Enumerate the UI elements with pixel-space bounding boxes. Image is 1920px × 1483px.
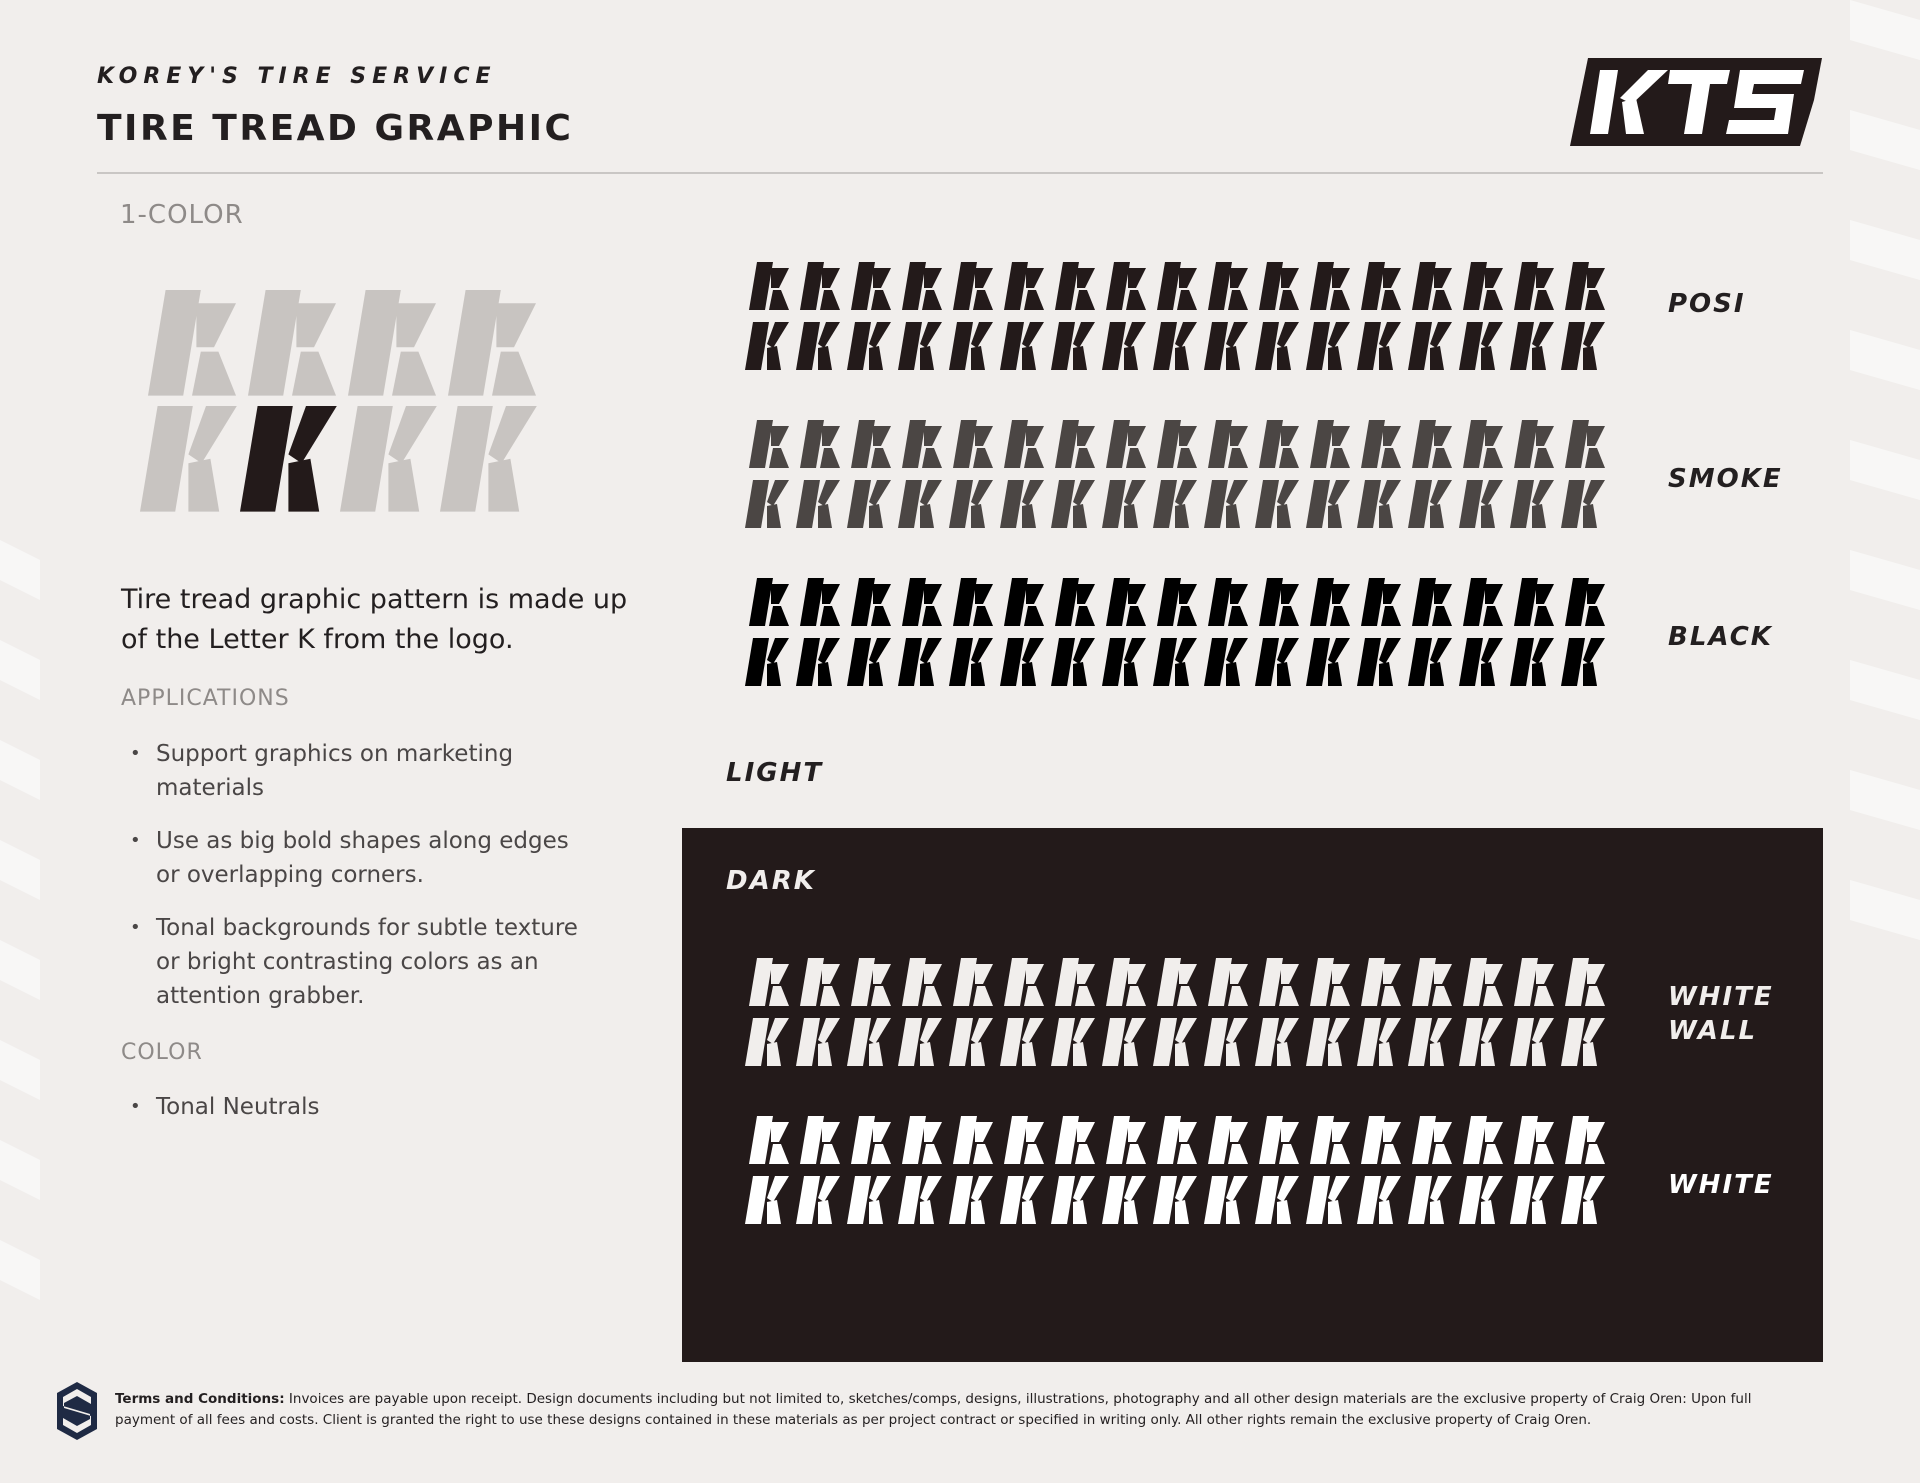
- tread-k-top: [1157, 958, 1197, 1006]
- tread-k-top: [851, 1116, 891, 1164]
- terms-text: Invoices are payable upon receipt. Design documents including but not limited to, sketches/comps, designs, illustrations, photography and all other design materials are the exclusive property of Craig Oren: Upon full payment of all fees and costs. Client is granted the right to use these designs contained in these materials as per project contract or specified in writing only. All other rights remain the exclusive property of Craig Oren.: [115, 1391, 1752, 1428]
- tread-k-bottom: [1051, 1176, 1095, 1224]
- tread-k-top: [1412, 958, 1452, 1006]
- tread-k-bottom: [1510, 480, 1554, 528]
- color-list: [130, 1090, 590, 1143]
- tread-k-bottom: [1255, 322, 1299, 370]
- tread-k-top: [800, 420, 840, 468]
- tread-k-top: [1055, 958, 1095, 1006]
- tread-k-top: [902, 578, 942, 626]
- page-title: TIRE TREAD GRAPHIC: [97, 108, 574, 149]
- tread-k-bottom: [847, 480, 891, 528]
- tread-k-top: [1004, 262, 1044, 310]
- dark-section-label: DARK: [726, 866, 816, 896]
- tread-k-bottom: [1459, 638, 1503, 686]
- tread-k-top: [953, 958, 993, 1006]
- tread-k-top: [1310, 1116, 1350, 1164]
- tread-k-top: [1514, 420, 1554, 468]
- tread-k-top: [902, 420, 942, 468]
- tread-k-bottom: [745, 1176, 789, 1224]
- tread-k-top: [749, 578, 789, 626]
- sample-k-top: [348, 290, 436, 396]
- tread-k-top: [1412, 578, 1452, 626]
- tread-k-bottom: [1561, 638, 1605, 686]
- tread-k-bottom: [1102, 480, 1146, 528]
- tread-k-bottom: [1510, 638, 1554, 686]
- tread-label-black: BLACK: [1668, 622, 1773, 652]
- tread-k-bottom: [1408, 480, 1452, 528]
- tread-k-top: [1106, 420, 1146, 468]
- tread-posi: [745, 260, 1620, 380]
- list-item: • Tonal backgrounds for subtle texture or bright contrasting colors as an attention grabber.: [130, 911, 590, 1013]
- tread-k-top: [749, 262, 789, 310]
- tread-k-bottom: [1000, 638, 1044, 686]
- tread-k-bottom: [1357, 638, 1401, 686]
- tread-k-top: [902, 262, 942, 310]
- tread-k-top: [851, 420, 891, 468]
- tread-k-top: [1259, 1116, 1299, 1164]
- tread-k-bottom: [1459, 322, 1503, 370]
- tread-k-top: [1514, 578, 1554, 626]
- tread-k-top: [1412, 262, 1452, 310]
- tread-k-bottom: [1102, 638, 1146, 686]
- tread-k-top: [1208, 262, 1248, 310]
- tread-k-bottom: [1255, 480, 1299, 528]
- tread-k-bottom: [1051, 480, 1095, 528]
- tread-k-bottom: [1000, 1018, 1044, 1066]
- tread-k-bottom: [949, 480, 993, 528]
- tread-k-top: [1208, 1116, 1248, 1164]
- tread-k-bottom: [1153, 480, 1197, 528]
- tread-k-top: [1412, 1116, 1452, 1164]
- tread-k-bottom: [1561, 1176, 1605, 1224]
- brand-name: KOREY'S TIRE SERVICE: [97, 64, 497, 89]
- tread-k-top: [1514, 262, 1554, 310]
- tread-k-top: [1157, 1116, 1197, 1164]
- tread-k-top: [1310, 262, 1350, 310]
- tread-k-top: [1463, 262, 1503, 310]
- tread-k-bottom: [745, 480, 789, 528]
- one-color-label: 1-COLOR: [120, 200, 244, 230]
- tread-k-bottom: [1357, 1018, 1401, 1066]
- tread-k-top: [953, 262, 993, 310]
- tread-black: [745, 576, 1620, 696]
- tread-k-top: [1361, 1116, 1401, 1164]
- tread-k-bottom: [1510, 322, 1554, 370]
- tread-label-posi: POSI: [1668, 289, 1746, 319]
- tread-k-bottom: [1408, 638, 1452, 686]
- tread-k-bottom: [1051, 638, 1095, 686]
- tread-k-bottom: [1408, 322, 1452, 370]
- tread-k-bottom: [1459, 480, 1503, 528]
- tread-k-bottom: [1255, 1176, 1299, 1224]
- tread-k-bottom: [1102, 1176, 1146, 1224]
- tread-k-bottom: [1051, 1018, 1095, 1066]
- tread-k-bottom: [796, 1018, 840, 1066]
- tread-k-top: [1259, 420, 1299, 468]
- tread-k-top: [1106, 958, 1146, 1006]
- tread-k-top: [1565, 578, 1605, 626]
- sample-k-bottom: [240, 406, 337, 512]
- tread-k-top: [1565, 262, 1605, 310]
- header-divider: [97, 172, 1823, 174]
- tread-k-top: [1004, 1116, 1044, 1164]
- tread-k-bottom: [796, 322, 840, 370]
- list-item: • Support graphics on marketing materials: [130, 737, 590, 805]
- tread-k-top: [1055, 262, 1095, 310]
- tread-k-bottom: [1306, 1176, 1350, 1224]
- tread-k-bottom: [898, 1176, 942, 1224]
- tread-k-top: [800, 958, 840, 1006]
- list-item: • Tonal Neutrals: [130, 1090, 590, 1124]
- tread-k-bottom: [1306, 1018, 1350, 1066]
- tread-k-top: [1208, 420, 1248, 468]
- tread-k-bottom: [1000, 322, 1044, 370]
- background-tread-left: [0, 0, 70, 1483]
- tread-k-top: [1310, 420, 1350, 468]
- tread-k-top: [953, 578, 993, 626]
- sample-k-bottom: [340, 406, 437, 512]
- tread-k-bottom: [1102, 322, 1146, 370]
- tread-k-bottom: [1000, 1176, 1044, 1224]
- tread-k-bottom: [1153, 638, 1197, 686]
- sample-k-top: [248, 290, 336, 396]
- tread-k-top: [1055, 420, 1095, 468]
- tread-k-top: [800, 1116, 840, 1164]
- tread-smoke: [745, 418, 1620, 538]
- tread-k-bottom: [1204, 1018, 1248, 1066]
- tread-k-top: [1259, 578, 1299, 626]
- tread-k-top: [1106, 1116, 1146, 1164]
- tread-k-bottom: [1357, 322, 1401, 370]
- tread-k-top: [851, 578, 891, 626]
- tread-k-bottom: [847, 638, 891, 686]
- tread-k-bottom: [1510, 1018, 1554, 1066]
- tread-k-top: [902, 1116, 942, 1164]
- tread-k-top: [1565, 420, 1605, 468]
- tread-k-bottom: [1204, 638, 1248, 686]
- tread-white-wall: [745, 956, 1620, 1076]
- tread-k-bottom: [949, 638, 993, 686]
- tread-k-top: [1310, 578, 1350, 626]
- tread-k-bottom: [1153, 1018, 1197, 1066]
- tread-k-top: [1463, 958, 1503, 1006]
- tread-k-top: [1208, 958, 1248, 1006]
- dark-panel: [682, 828, 1823, 1362]
- tread-k-bottom: [1459, 1018, 1503, 1066]
- tread-k-bottom: [745, 1018, 789, 1066]
- tread-k-bottom: [745, 638, 789, 686]
- tread-k-top: [851, 958, 891, 1006]
- tread-k-top: [1055, 578, 1095, 626]
- tread-k-top: [1004, 578, 1044, 626]
- tread-k-top: [1361, 578, 1401, 626]
- tread-k-bottom: [898, 1018, 942, 1066]
- tread-label-white-wall: WHITE WALL: [1668, 982, 1774, 1046]
- terms-heading: Terms and Conditions:: [115, 1391, 285, 1407]
- sample-k-bottom: [140, 406, 237, 512]
- tread-k-bottom: [1204, 480, 1248, 528]
- tread-k-bottom: [796, 1176, 840, 1224]
- tread-k-bottom: [1408, 1018, 1452, 1066]
- tread-k-bottom: [949, 1018, 993, 1066]
- sample-k-bottom: [440, 406, 537, 512]
- tread-k-bottom: [1408, 1176, 1452, 1224]
- tread-white: [745, 1114, 1620, 1234]
- tread-k-bottom: [898, 480, 942, 528]
- tread-k-bottom: [898, 322, 942, 370]
- tread-k-top: [749, 1116, 789, 1164]
- tread-k-top: [800, 578, 840, 626]
- applications-list: [130, 737, 590, 1032]
- terms-and-conditions: [115, 1389, 1795, 1431]
- tread-k-top: [1055, 1116, 1095, 1164]
- color-label: COLOR: [121, 1040, 203, 1065]
- tread-label-smoke: SMOKE: [1668, 464, 1783, 494]
- tread-k-bottom: [1153, 322, 1197, 370]
- designer-logo: [57, 1382, 97, 1440]
- tread-k-top: [1463, 420, 1503, 468]
- tread-k-top: [749, 958, 789, 1006]
- light-section-label: LIGHT: [726, 758, 824, 788]
- tread-k-top: [1412, 420, 1452, 468]
- tread-k-bottom: [1153, 1176, 1197, 1224]
- applications-label: APPLICATIONS: [121, 686, 290, 711]
- tread-k-top: [1310, 958, 1350, 1006]
- sample-k-top: [448, 290, 536, 396]
- tread-k-top: [851, 262, 891, 310]
- tread-k-top: [1106, 578, 1146, 626]
- tread-k-bottom: [1459, 1176, 1503, 1224]
- tread-k-top: [953, 420, 993, 468]
- tread-k-bottom: [1051, 322, 1095, 370]
- tread-k-top: [800, 262, 840, 310]
- sample-k-top: [148, 290, 236, 396]
- tread-k-bottom: [949, 1176, 993, 1224]
- tread-k-top: [1004, 420, 1044, 468]
- tread-k-bottom: [745, 322, 789, 370]
- tread-k-bottom: [1255, 1018, 1299, 1066]
- tread-k-top: [1361, 262, 1401, 310]
- tread-k-bottom: [796, 480, 840, 528]
- tread-k-bottom: [1357, 1176, 1401, 1224]
- tread-k-bottom: [1204, 1176, 1248, 1224]
- tread-k-bottom: [1306, 322, 1350, 370]
- tread-k-bottom: [1255, 638, 1299, 686]
- tread-k-top: [1565, 958, 1605, 1006]
- tread-k-top: [1463, 578, 1503, 626]
- tread-k-bottom: [847, 1018, 891, 1066]
- tread-k-bottom: [1102, 1018, 1146, 1066]
- tread-k-bottom: [1000, 480, 1044, 528]
- tread-k-top: [1157, 420, 1197, 468]
- tread-k-bottom: [1510, 1176, 1554, 1224]
- tread-k-top: [1361, 420, 1401, 468]
- tread-k-top: [902, 958, 942, 1006]
- tread-k-top: [1004, 958, 1044, 1006]
- tread-k-bottom: [1306, 480, 1350, 528]
- background-tread-right: [1830, 0, 1920, 1483]
- tread-k-bottom: [949, 322, 993, 370]
- tread-k-top: [1565, 1116, 1605, 1164]
- tread-k-bottom: [1204, 322, 1248, 370]
- tread-k-top: [749, 420, 789, 468]
- tread-k-bottom: [1357, 480, 1401, 528]
- tread-k-top: [1106, 262, 1146, 310]
- tread-k-top: [1361, 958, 1401, 1006]
- tread-k-bottom: [847, 1176, 891, 1224]
- tread-k-bottom: [1306, 638, 1350, 686]
- tread-k-top: [1514, 958, 1554, 1006]
- tread-k-top: [1514, 1116, 1554, 1164]
- tread-label-white: WHITE: [1668, 1170, 1774, 1200]
- tread-description: Tire tread graphic pattern is made up of the Letter K from the logo.: [121, 584, 628, 655]
- tread-k-bottom: [1561, 322, 1605, 370]
- tread-k-top: [1157, 578, 1197, 626]
- tread-k-bottom: [1561, 1018, 1605, 1066]
- tread-k-bottom: [1561, 480, 1605, 528]
- kts-logo: [1570, 58, 1822, 148]
- tread-k-top: [1208, 578, 1248, 626]
- tread-k-bottom: [898, 638, 942, 686]
- tread-k-top: [953, 1116, 993, 1164]
- list-item: • Use as big bold shapes along edges or overlapping corners.: [130, 824, 590, 892]
- tread-k-top: [1259, 262, 1299, 310]
- tread-k-bottom: [796, 638, 840, 686]
- tread-sample-graphic: [140, 290, 560, 520]
- tread-k-top: [1463, 1116, 1503, 1164]
- tread-k-bottom: [847, 322, 891, 370]
- tread-k-top: [1259, 958, 1299, 1006]
- tread-k-top: [1157, 262, 1197, 310]
